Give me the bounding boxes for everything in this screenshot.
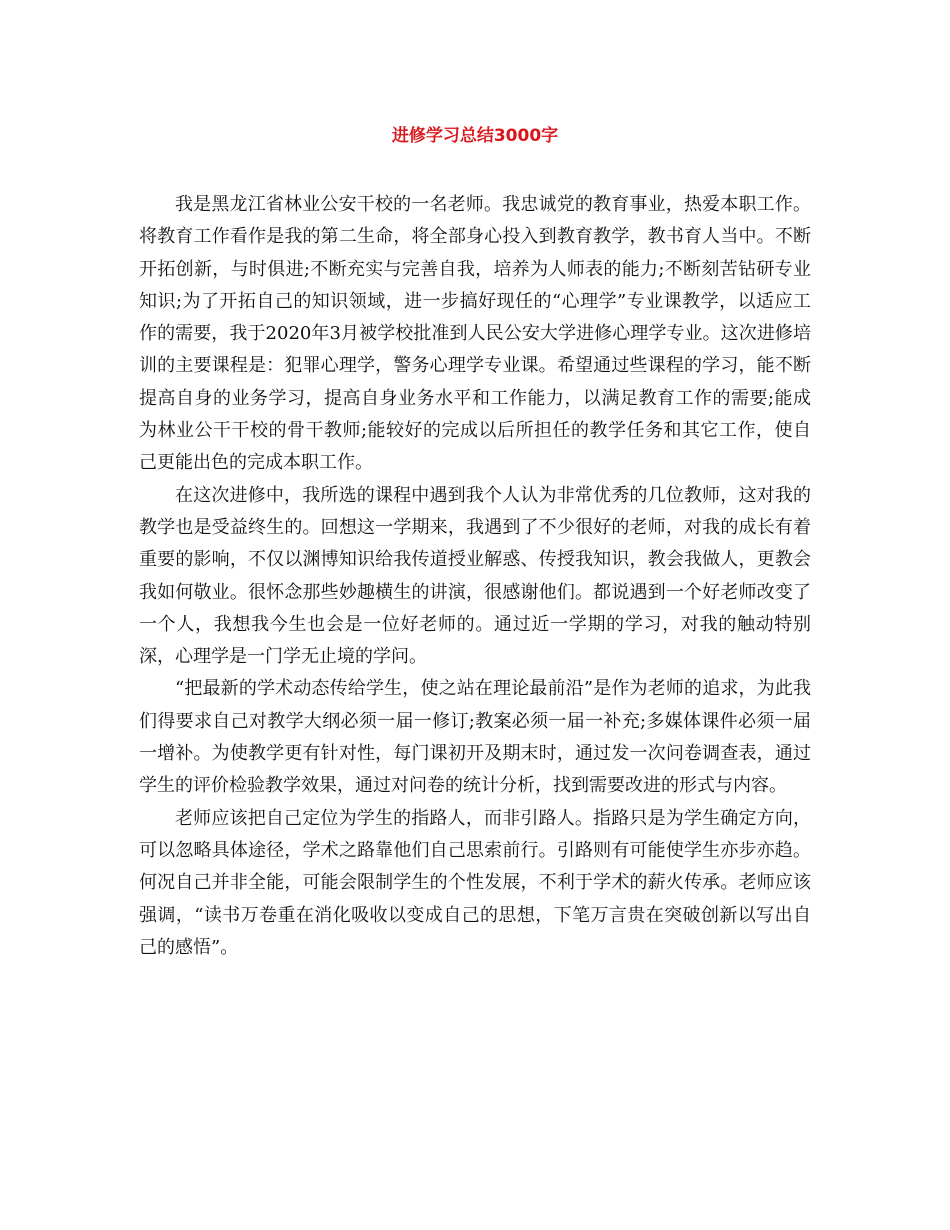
document-title: 进修学习总结3000字 xyxy=(391,126,559,146)
body-paragraph-1: 我是黑龙江省林业公安干校的一名老师。我忠诚党的教育事业，热爱本职工作。将教育工作看作是我的第二生命，将全部身心投入到教育教学，教书育人当中。不断开拓创新，与时俱进;不断充实与完善自我，培养为人师表的能力;不断刻苦钻研专业知识;为了开拓自己的知识领域，进一步搞好现任的“心理学”专业课教学，以适应工作的需要，我于2020年3月被学校批准到人民公安大学进修心理学专业。这次进修培训的主要课程是：犯罪心理学，警务心理学专业课。希望通过些课程的学习，能不断提高自身的业务学习，提高自身业务水平和工作能力，以满足教育工作的需要;能成为林业公干干校的骨干教师;能较好的完成以后所担任的教学任务和其它工作，使自己更能出色的完成本职工作。 xyxy=(139,194,811,474)
document-body xyxy=(139,189,811,964)
body-paragraph-4: 老师应该把自己定位为学生的指路人，而非引路人。指路只是为学生确定方向，可以忽略具体途径，学术之路靠他们自己思索前行。引路则有可能使学生亦步亦趋。何况自己并非全能，可能会限制学生的个性发展，不利于学术的薪火传承。老师应该强调，“读书万卷重在消化吸收以变成自己的思想，下笔万言贵在突破创新以写出自己的感悟”。 xyxy=(139,807,811,958)
body-paragraph-2: 在这次进修中，我所选的课程中遇到我个人认为非常优秀的几位教师，这对我的教学也是受益终生的。回想这一学期来，我遇到了不少很好的老师，对我的成长有着重要的影响，不仅以渊博知识给我传道授业解惑、传授我知识，教会我做人，更教会我如何敬业。很怀念那些妙趣横生的讲演，很感谢他们。都说遇到一个好老师改变了一个人，我想我今生也会是一位好老师的。通过近一学期的学习，对我的触动特别深，心理学是一门学无止境的学问。 xyxy=(139,484,811,668)
body-paragraph-3: “把最新的学术动态传给学生，使之站在理论最前沿”是作为老师的追求，为此我们得要求自己对教学大纲必须一届一修订;教案必须一届一补充;多媒体课件必须一届一增补。为使教学更有针对性，每门课初开及期末时，通过发一次问卷调查表，通过学生的评价检验教学效果，通过对问卷的统计分析，找到需要改进的形式与内容。 xyxy=(139,678,811,797)
